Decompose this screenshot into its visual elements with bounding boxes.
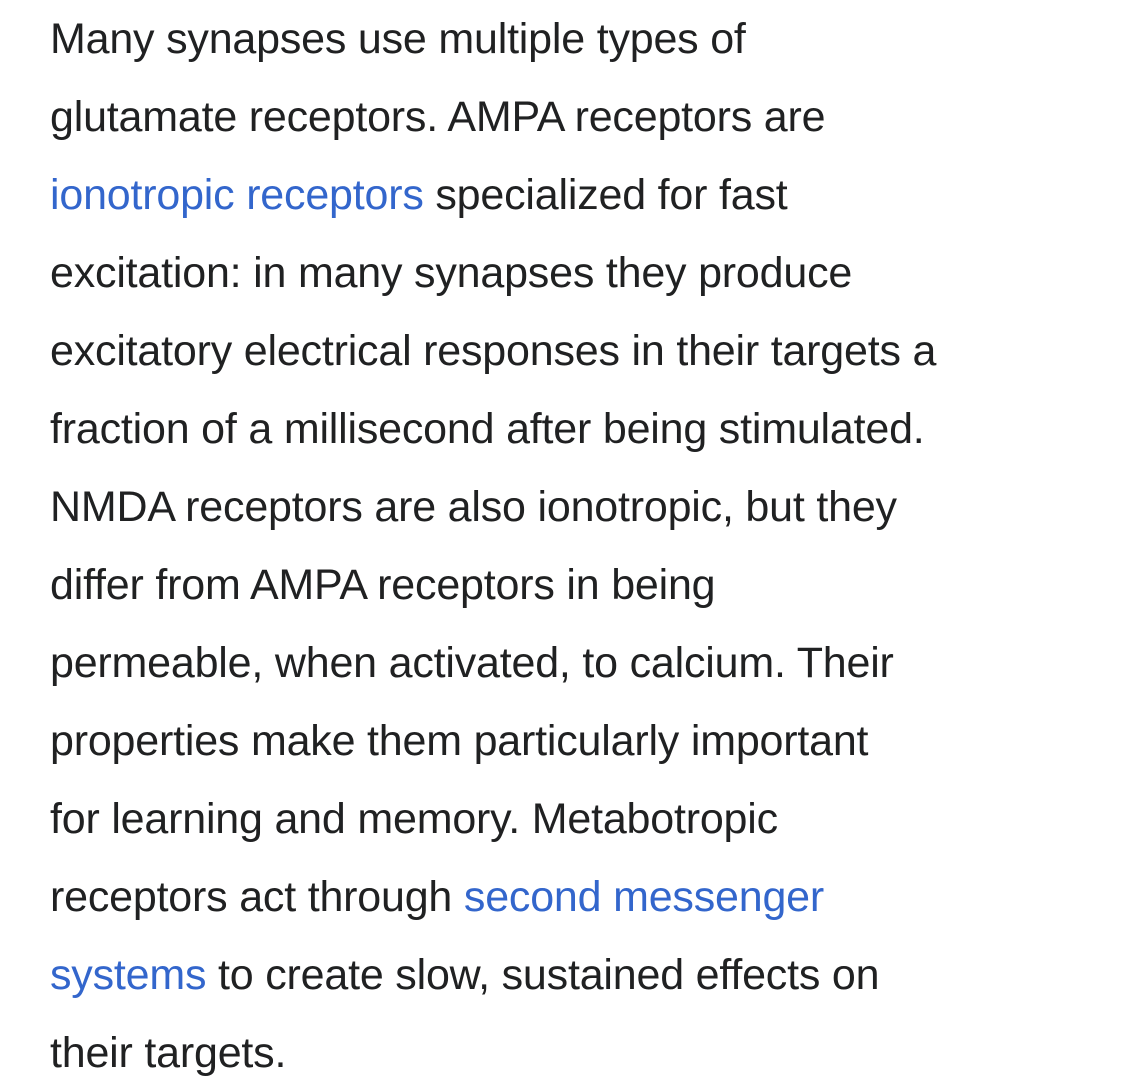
text-line xyxy=(50,546,1110,624)
text-segment: excitatory electrical responses in their targets a xyxy=(50,327,937,375)
text-line xyxy=(50,156,1110,234)
text-line xyxy=(50,858,1110,936)
text-segment: to create slow, sustained effects on xyxy=(206,951,880,999)
text-line xyxy=(50,702,1110,780)
inline-link[interactable]: ionotropic receptors xyxy=(50,171,424,219)
text-segment: NMDA receptors are also ionotropic, but they xyxy=(50,483,897,531)
text-line xyxy=(50,0,1110,78)
text-line xyxy=(50,624,1110,702)
text-segment: specialized for fast xyxy=(423,171,788,219)
text-segment: excitation: in many synapses they produce xyxy=(50,249,853,297)
inline-link[interactable]: second messenger xyxy=(463,873,825,921)
text-segment: properties make them particularly important xyxy=(50,717,869,765)
text-segment: Many synapses use multiple types of xyxy=(50,15,746,63)
text-segment: differ from AMPA receptors in being xyxy=(50,561,716,609)
text-segment: permeable, when activated, to calcium. Their xyxy=(50,639,894,687)
text-segment: for learning and memory. Metabotropic xyxy=(50,795,778,843)
text-line xyxy=(50,78,1110,156)
text-segment: receptors act through xyxy=(50,873,464,921)
text-line xyxy=(50,234,1110,312)
text-line xyxy=(50,780,1110,858)
text-segment: their targets. xyxy=(50,1029,287,1077)
article-paragraph xyxy=(50,0,1110,1092)
inline-link[interactable]: systems xyxy=(50,951,207,999)
text-segment: glutamate receptors. AMPA receptors are xyxy=(50,93,826,141)
text-line xyxy=(50,936,1110,1014)
text-line xyxy=(50,312,1110,390)
text-line xyxy=(50,468,1110,546)
text-line xyxy=(50,1014,1110,1092)
text-segment: fraction of a millisecond after being stimulated. xyxy=(50,405,925,453)
text-line xyxy=(50,390,1110,468)
